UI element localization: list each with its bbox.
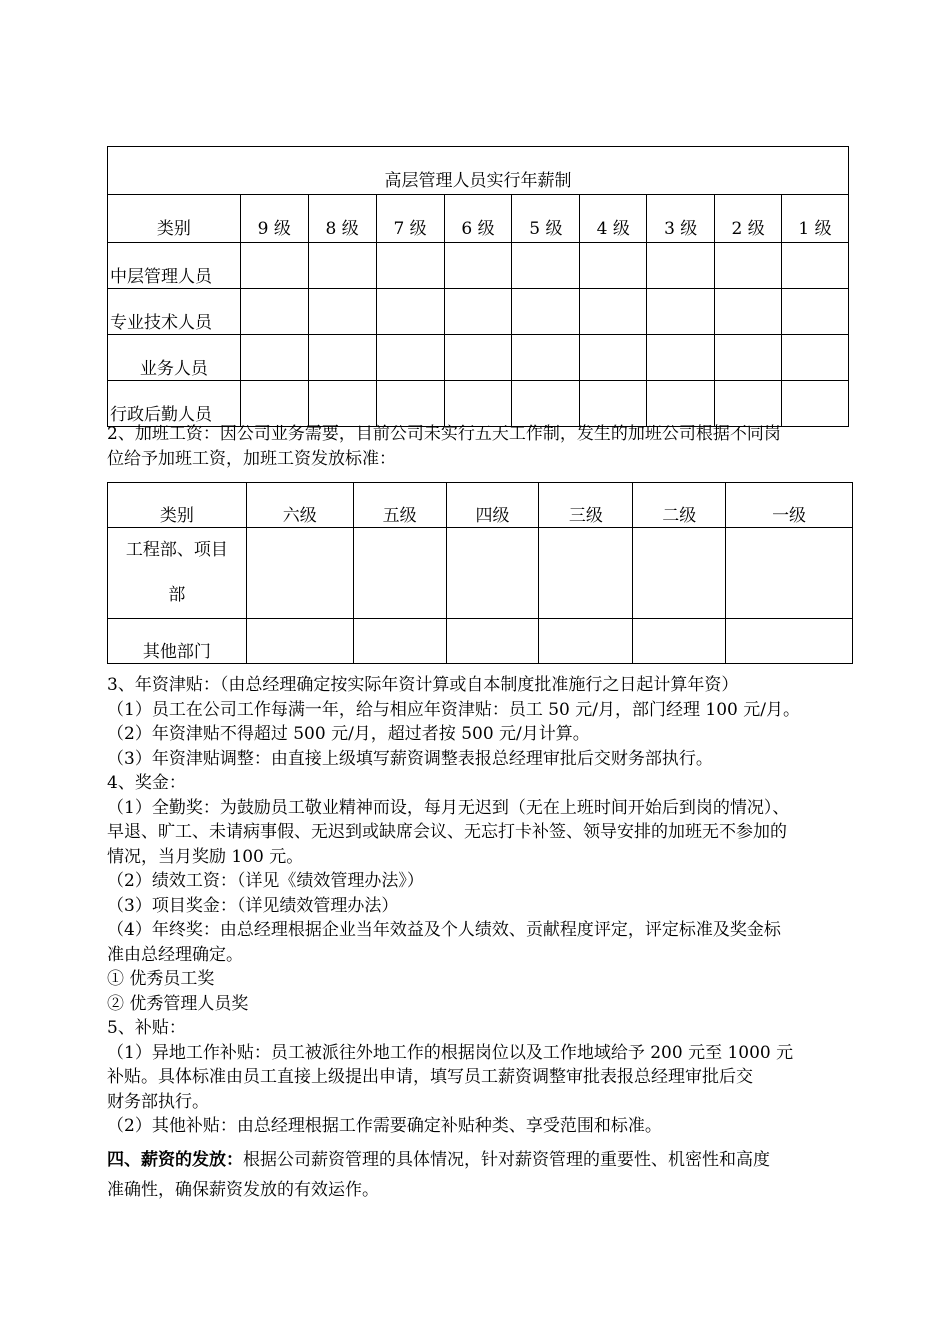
header-cell: 类别	[108, 483, 247, 528]
text-line: （1）异地工作补贴：员工被派往外地工作的根据岗位以及工作地域给予 200 元至 1000 元	[107, 1042, 794, 1063]
text-line: （2）其他补贴：由总经理根据工作需要确定补贴种类、享受范围和标准。	[107, 1116, 662, 1136]
row-label-line: 部	[168, 585, 186, 605]
table-row	[108, 243, 849, 289]
row-label	[108, 528, 247, 619]
text-line: ① 优秀员工奖	[107, 969, 215, 989]
row-label: 中层管理人员	[108, 243, 241, 289]
section-heading: 四、薪资的发放：	[107, 1150, 243, 1170]
text-line: 早退、旷工、未请病事假、无迟到或缺席会议、无忘打卡补签、领导安排的加班无不参加的	[107, 822, 787, 842]
table-title: 高层管理人员实行年薪制	[108, 147, 849, 195]
text-line: （3）年资津贴调整：由直接上级填写薪资调整表报总经理审批后交财务部执行。	[107, 748, 713, 769]
text-line: 2、加班工资：因公司业务需要，目前公司未实行五天工作制，发生的加班公司根据不同岗	[107, 424, 781, 444]
header-cell: 3 级	[647, 195, 715, 243]
row-label: 行政后勤人员	[108, 381, 241, 427]
table-row	[108, 289, 849, 335]
table-row	[108, 619, 853, 664]
text-line: 情况，当月奖励 100 元。	[107, 846, 304, 867]
text-line: ② 优秀管理人员奖	[107, 993, 249, 1014]
header-cell: 1 级	[782, 195, 849, 243]
header-cell: 2 级	[715, 195, 782, 243]
text-line: （3）项目奖金：（详见绩效管理办法）	[107, 895, 399, 916]
row-label-line: 工程部、项目	[125, 540, 228, 560]
header-cell: 三级	[539, 483, 633, 528]
section-4	[107, 1145, 843, 1205]
overtime-table	[107, 482, 853, 664]
table-row	[108, 335, 849, 381]
text-line: 3、年资津贴：（由总经理确定按实际年资计算或自本制度批准施行之日起计算年资）	[107, 675, 739, 695]
text-line: （1）员工在公司工作每满一年，给与相应年资津贴：员工 50 元/月，部门经理 100 元/月。	[107, 699, 800, 720]
text-line: 准确性，确保薪资发放的有效运作。	[107, 1180, 379, 1200]
annual-salary-table	[107, 146, 849, 427]
text-line: （2）年资津贴不得超过 500 元/月，超过者按 500 元/月计算。	[107, 724, 590, 744]
text-line: 根据公司薪资管理的具体情况，针对薪资管理的重要性、机密性和高度	[243, 1150, 770, 1170]
text-line: 准由总经理确定。	[107, 944, 243, 965]
table-header-row	[108, 483, 853, 528]
text-line: （4）年终奖：由总经理根据企业当年效益及个人绩效、贡献程度评定，评定标准及奖金标	[107, 920, 781, 940]
table-row	[108, 528, 853, 619]
text-line: 财务部执行。	[107, 1091, 209, 1112]
header-cell: 8 级	[308, 195, 376, 243]
header-cell: 6 级	[444, 195, 512, 243]
row-label: 其他部门	[108, 619, 247, 664]
header-cell: 五级	[353, 483, 446, 528]
text-line: 位给予加班工资，加班工资发放标准：	[107, 448, 396, 469]
header-cell: 六级	[246, 483, 353, 528]
text-line: 4、奖金：	[107, 773, 186, 793]
header-cell: 7 级	[376, 195, 444, 243]
text-line: （2）绩效工资：（详见《绩效管理办法》）	[107, 871, 424, 891]
row-label: 专业技术人员	[108, 289, 241, 335]
table-row	[108, 381, 849, 427]
body-text	[107, 673, 843, 1139]
header-cell: 四级	[446, 483, 539, 528]
header-cell: 类别	[108, 195, 241, 243]
header-cell: 5 级	[512, 195, 580, 243]
text-line: 5、补贴：	[107, 1018, 186, 1038]
text-line: （1）全勤奖：为鼓励员工敬业精神而设，每月无迟到（无在上班时间开始后到岗的情况）、	[107, 797, 790, 818]
text-line: 补贴。具体标准由员工直接上级提出申请，填写员工薪资调整审批表报总经理审批后交	[107, 1067, 753, 1087]
table-header-row	[108, 195, 849, 243]
header-cell: 9 级	[240, 195, 308, 243]
header-cell: 二级	[633, 483, 726, 528]
overtime-paragraph	[107, 422, 843, 471]
header-cell: 一级	[726, 483, 853, 528]
header-cell: 4 级	[580, 195, 647, 243]
row-label: 业务人员	[108, 335, 241, 381]
